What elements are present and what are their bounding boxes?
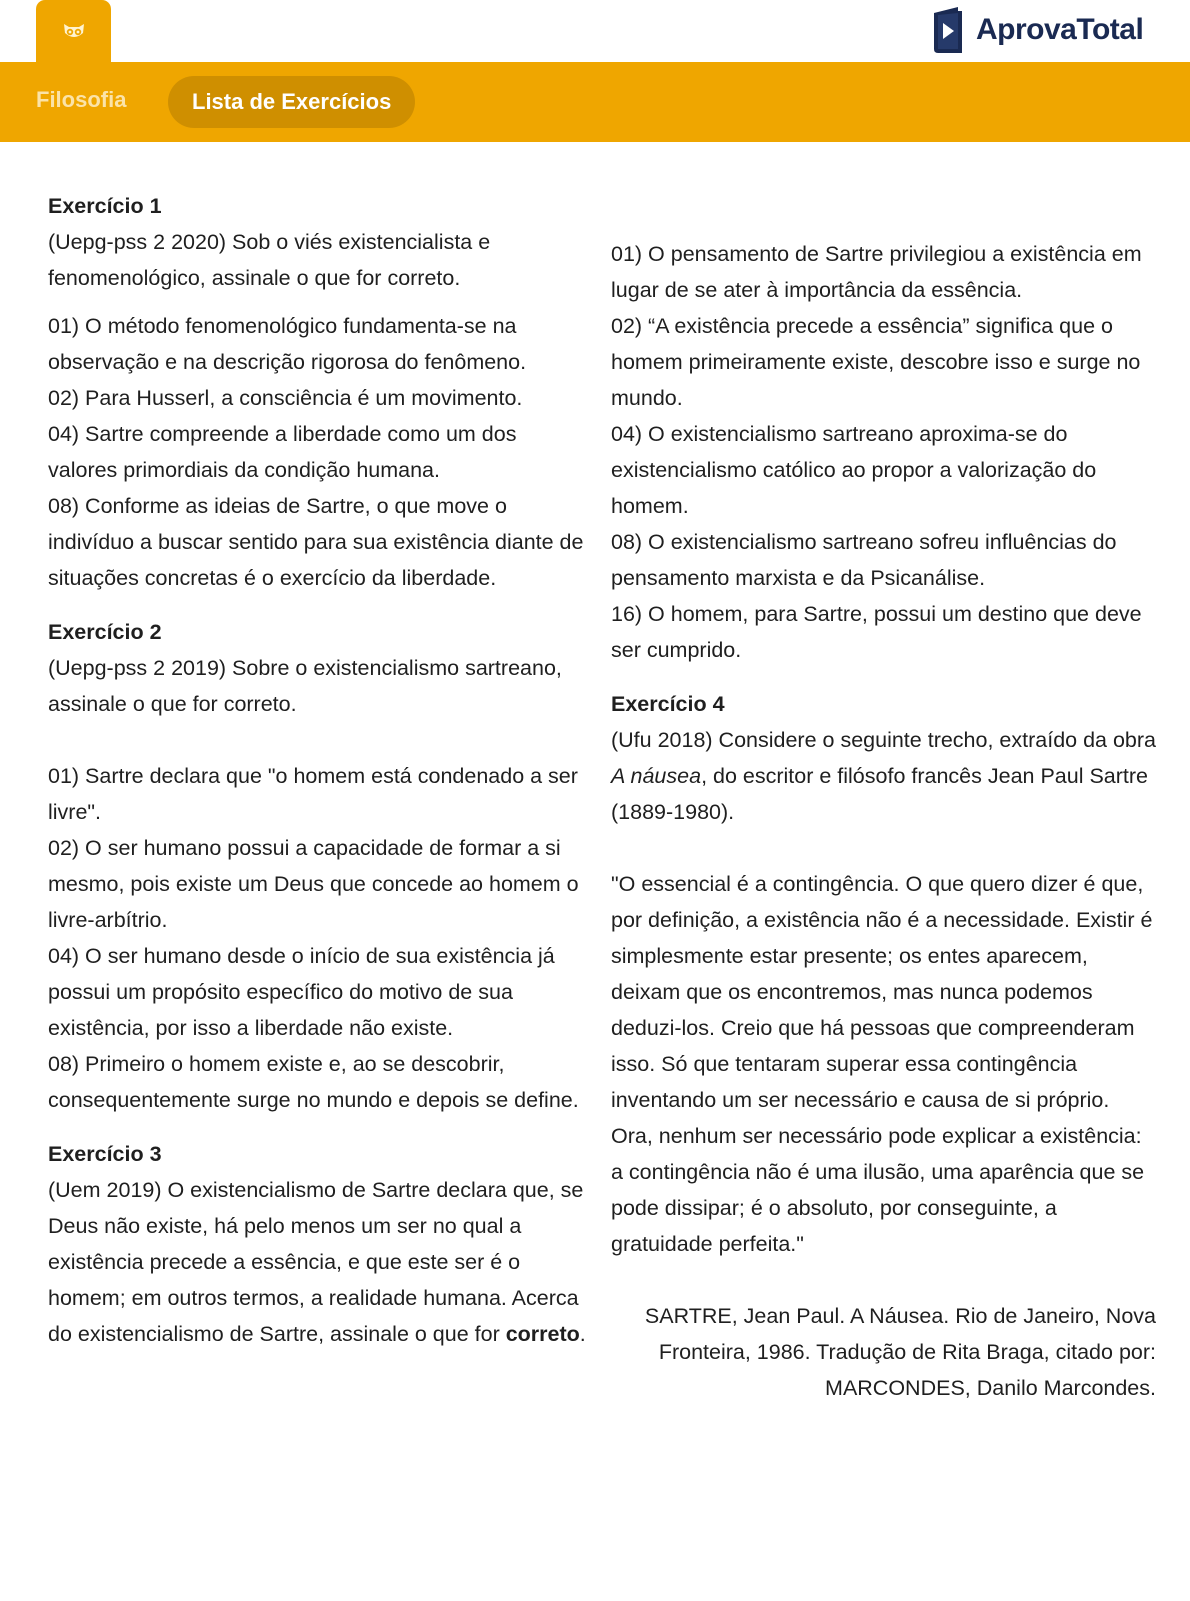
owl-tab[interactable] [36,0,111,62]
exercise-2-option: 04) O ser humano desde o início de sua existência já possui um propósito específico do motivo de sua existência, por isso a liberdade não existe. [48,944,555,1040]
exercise-2-option: 02) O ser humano possui a capacidade de formar a si mesmo, pois existe um Deus que concede ao homem o livre-arbítrio. [48,836,579,932]
exercise-4-citation: SARTRE, Jean Paul. A Náusea. Rio de Janeiro, Nova Fronteira, 1986. Tradução de Rita Braga, citado por: MARCONDES, Danilo Marcondes. [644,1304,1156,1400]
right-column [611,236,1156,1406]
exercise-3-question: (Uem 2019) O existencialismo de Sartre declara que, se Deus não existe, há pelo menos um ser no qual a existência precede a essência, e que este ser é o homem; em outros termos, a realidade humana. Acerca do existencialismo de Sartre, assinale o que for correto. [48,1178,586,1346]
exercise-1-option: 01) O método fenomenológico fundamenta-se na observação e na descrição rigorosa do fenômeno. [48,314,527,374]
breadcrumb-section-label: Lista de Exercícios [192,89,392,114]
book-title: A náusea [611,764,702,788]
exercise-1-title: Exercício 1 [48,194,162,218]
brand-logo[interactable] [930,4,1143,56]
exercise-1-option: 04) Sartre compreende a liberdade como um dos valores primordiais da condição humana. [48,422,517,482]
exercise-4-quote: "O essencial é a contingência. O que quero dizer é que, por definição, a existência não é a necessidade. Existir é simplesmente estar presente; os entes aparecem, deixam que os encontremos, mas nunca podemos deduzi-los. Creio que há pessoas que compreenderam isso. Só que tentaram superar essa contingência inventando um ser necessário e causa de si próprio. Ora, nenhum ser necessário pode explicar a existência: a contingência não é uma ilusão, uma aparência que se pode dissipar; é o absoluto, por conseguinte, a gratuidade perfeita." [611,872,1153,1256]
exercise-2-option: 08) Primeiro o homem existe e, ao se descobrir, consequentemente surge no mundo e depois se define. [48,1052,579,1112]
exercise-3-correto: correto [505,1322,580,1346]
exercise-3-option: 16) O homem, para Sartre, possui um destino que deve ser cumprido. [611,602,1142,662]
breadcrumb-subject[interactable]: Filosofia [36,87,127,112]
exercise-3-option: 02) “A existência precede a essência” significa que o homem primeiramente existe, descobre isso e surge no mundo. [611,314,1141,410]
exercise-3-title: Exercício 3 [48,1142,162,1166]
exercise-2-question: (Uepg-pss 2 2019) Sobre o existencialismo sartreano, assinale o que for correto. [48,656,562,716]
exercise-4-question: (Ufu 2018) Considere o seguinte trecho, extraído da obra A náusea, do escritor e filósofo francês Jean Paul Sartre (1889-1980). [611,728,1156,824]
left-column [48,188,588,1352]
brand-name: AprovaTotal [976,13,1144,46]
header-bar [0,62,1190,142]
exercise-2-option: 01) Sartre declara que "o homem está condenado a ser livre". [48,764,578,824]
breadcrumb-section-pill[interactable] [168,76,415,128]
exercise-3-option: 04) O existencialismo sartreano aproxima-se do existencialismo católico ao propor a valorização do homem. [611,422,1097,518]
exercise-3-option: 01) O pensamento de Sartre privilegiou a existência em lugar de se ater à importância da essência. [611,242,1142,302]
exercise-2-title: Exercício 2 [48,620,162,644]
owl-icon [61,21,87,41]
exercise-1-question: (Uepg-pss 2 2020) Sob o viés existencialista e fenomenológico, assinale o que for correto. [48,230,491,290]
exercise-4-title: Exercício 4 [611,692,725,716]
exercise-1-option: 08) Conforme as ideias de Sartre, o que move o indivíduo a buscar sentido para sua existência diante de situações concretas é o exercício da liberdade. [48,494,584,590]
book-logo-icon [930,5,966,55]
exercise-3-option: 08) O existencialismo sartreano sofreu influências do pensamento marxista e da Psicanálise. [611,530,1117,590]
exercise-1-option: 02) Para Husserl, a consciência é um movimento. [48,386,523,410]
